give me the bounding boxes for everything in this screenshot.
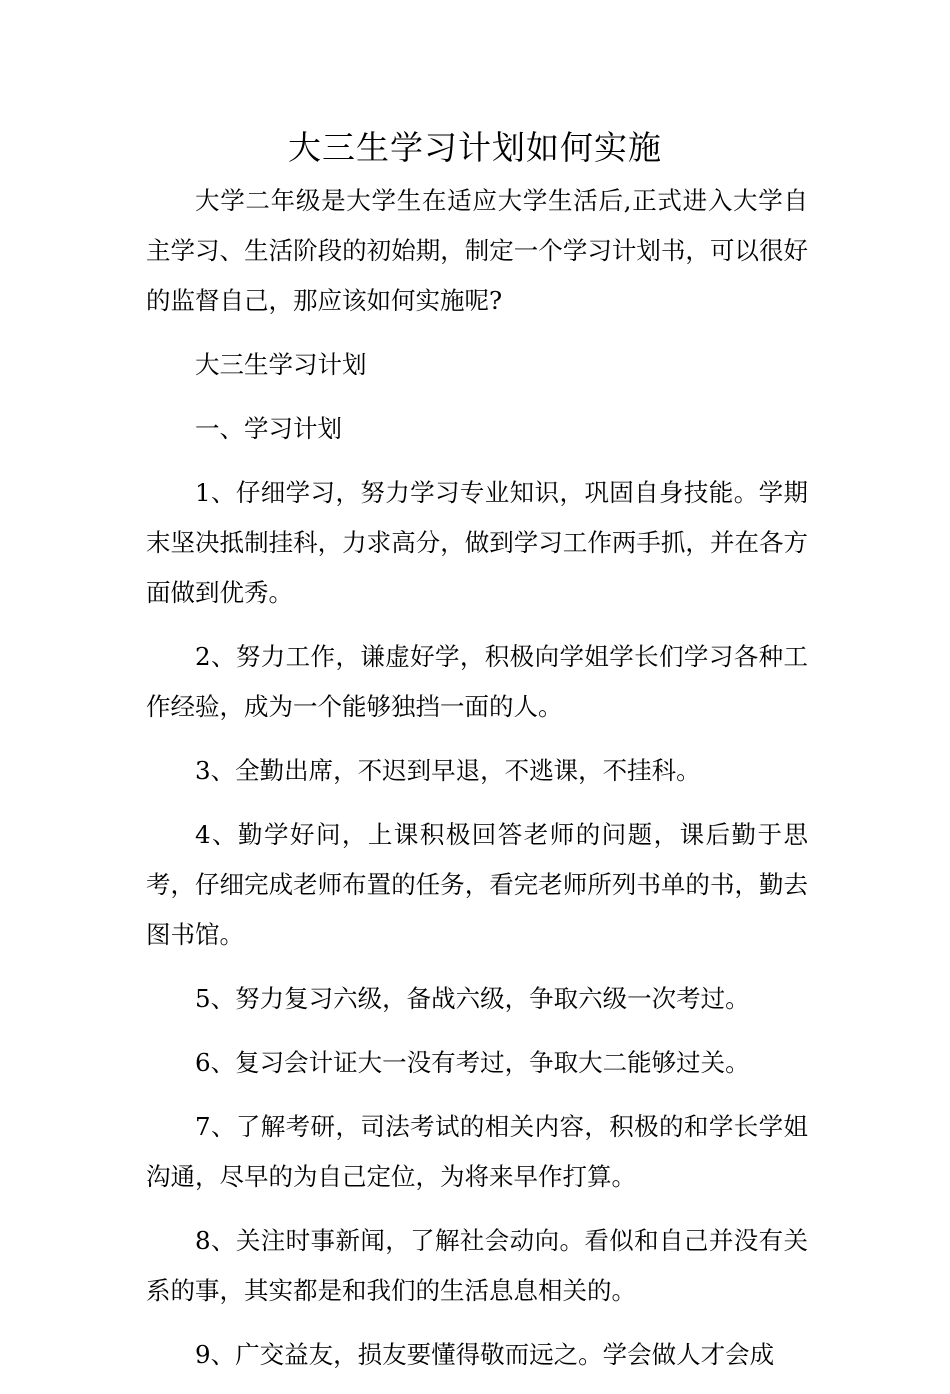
list-item-9: 9、广交益友，损友要懂得敬而远之。学会做人才会成 (195, 1340, 775, 1369)
list-item-1: 1、仔细学习，努力学习专业知识，巩固自身技能。学期末坚决抵制挂科，力求高分，做到学习工作两手抓，并在各方面做到优秀。 (146, 478, 808, 607)
list-item-8: 8、关注时事新闻，了解社会动向。看似和自己并没有关系的事，其实都是和我们的生活息息相关的。 (146, 1226, 808, 1305)
section-heading-plan: 大三生学习计划 (195, 350, 367, 379)
document-body (146, 176, 808, 1394)
document-title: 大三生学习计划如何实施 (288, 128, 662, 167)
list-item-6: 6、复习会计证大一没有考过，争取大二能够过关。 (195, 1048, 750, 1077)
list-item-2: 2、努力工作，谦虚好学，积极向学姐学长们学习各种工作经验，成为一个能够独挡一面的人。 (146, 642, 808, 721)
list-item-5: 5、努力复习六级，备战六级，争取六级一次考过。 (195, 984, 750, 1013)
list-item-4: 4、勤学好问，上课积极回答老师的问题，课后勤于思考，仔细完成老师布置的任务，看完老师所列书单的书，勤去图书馆。 (146, 820, 808, 949)
subsection-heading-study-plan: 一、学习计划 (195, 414, 342, 443)
list-item-3: 3、全勤出席，不迟到早退，不逃课，不挂科。 (195, 756, 701, 785)
paragraph-intro: 大学二年级是大学生在适应大学生活后,正式进入大学自主学习、生活阶段的初始期，制定一个学习计划书，可以很好的监督自己，那应该如何实施呢? (146, 186, 808, 315)
list-item-7: 7、了解考研，司法考试的相关内容，积极的和学长学姐沟通，尽早的为自己定位，为将来早作打算。 (146, 1112, 808, 1191)
